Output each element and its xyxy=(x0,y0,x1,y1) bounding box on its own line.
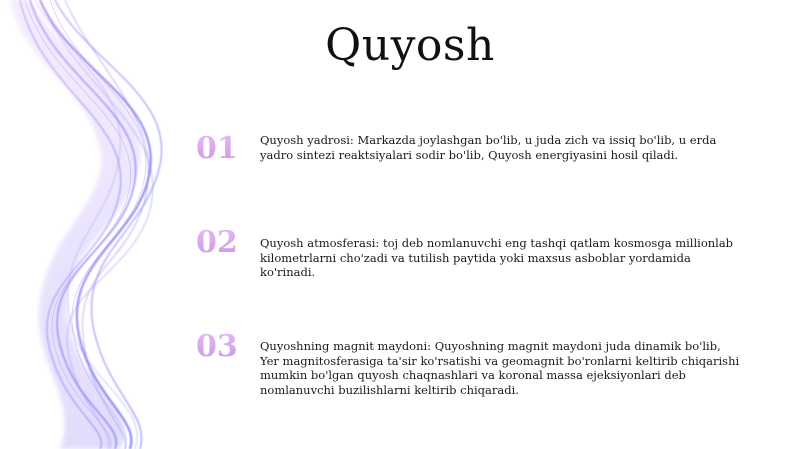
item-number: 03 xyxy=(196,329,238,364)
item-text: Quyosh yadrosi: Markazda joylashgan bo'lib, u juda zich va issiq bo'lib, u erda yadro sintezi reaktsiyalari sodir bo'lib, Quyosh energiyasini hosil qiladi. xyxy=(260,133,717,162)
item-number: 02 xyxy=(196,225,238,260)
item-text: Quyosh atmosferasi: toj deb nomlanuvchi eng tashqi qatlam kosmosga millionlab kilometrlarni cho'zadi va tutilish paytida yoki maxsus asboblar yordamida ko'rinadi. xyxy=(260,236,734,279)
item-text: Quyoshning magnit maydoni: Quyoshning magnit maydoni juda dinamik bo'lib, Yer magnitosferasiga ta'sir ko'rsatishi va geomagnit bo'ronlarni keltirib chiqarishi mumkin bo'lgan quyosh chaqnashlari va koronal massa ejeksiyonlari deb nomlanuvchi buzilishlarni keltirib chiqaradi. xyxy=(260,339,740,397)
slide-title: Quyosh xyxy=(325,20,495,71)
purple-smoke-wave-icon xyxy=(0,0,200,449)
item-number: 01 xyxy=(196,131,238,166)
